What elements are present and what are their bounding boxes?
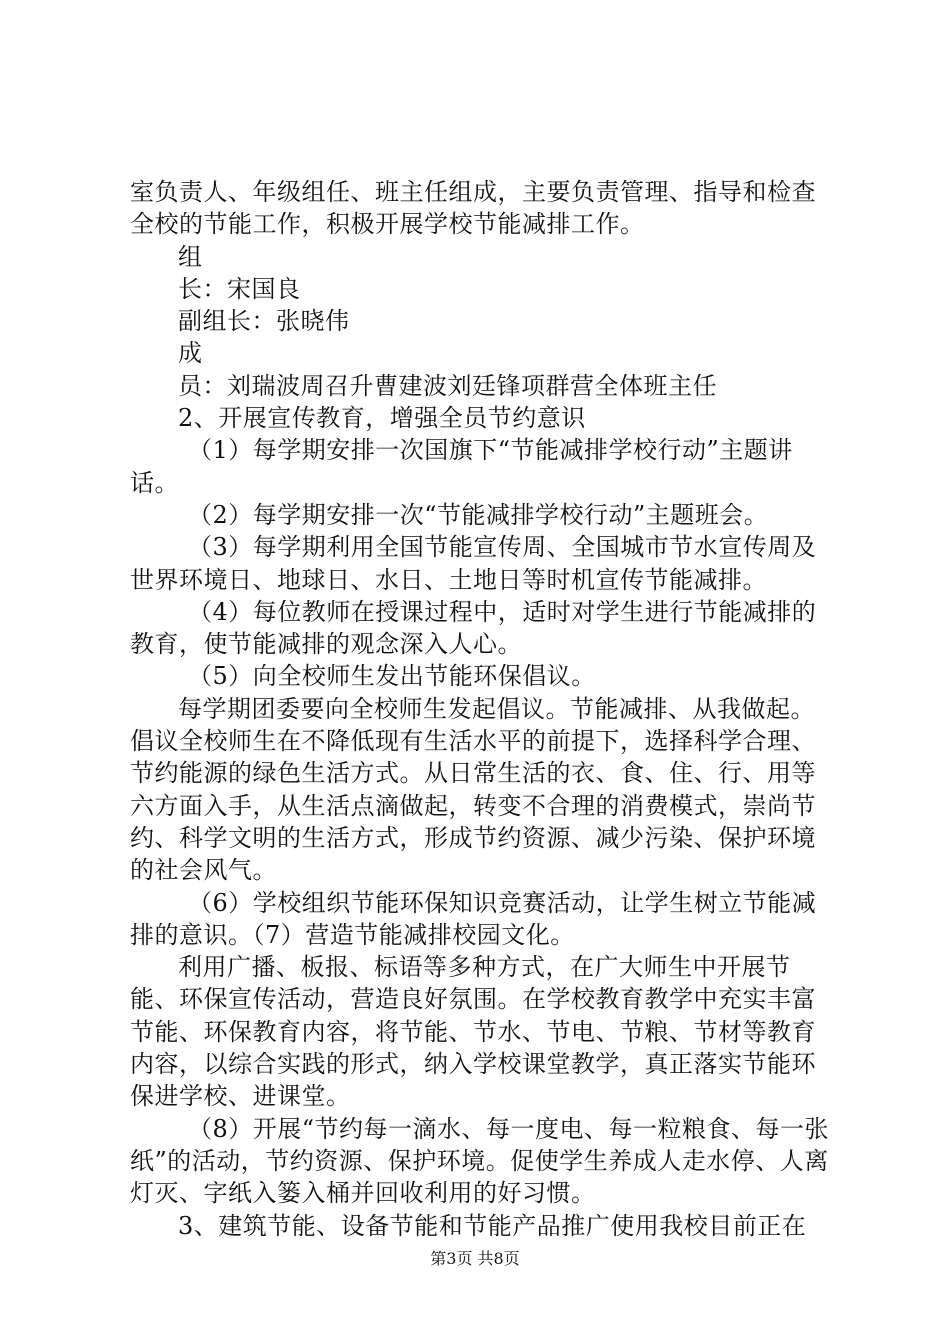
paragraph-12: （5）向全校师生发出节能环保倡议。	[188, 662, 596, 691]
paragraph-15: 利用广播、板报、标语等多种方式，在广大师生中开展节能、环保宣传活动，营造良好氛围。在学校教育教学中充实丰富节能、环保教育内容，将节能、节水、节电、节粮、节材等教育内容，以综合实践的形式，纳入学校课堂教学，真正落实节能环保进学校、进课堂。	[130, 953, 816, 1111]
paragraph-17: 3、建筑节能、设备节能和节能产品推广使用我校目前正在	[178, 1211, 807, 1240]
paragraph-5: 成	[178, 339, 203, 368]
paragraph-2: 组	[178, 242, 203, 271]
paragraph-11: （4）每位教师在授课过程中，适时对学生进行节能减排的教育，使节能减排的观念深入人心。	[130, 597, 817, 659]
paragraph-13: 每学期团委要向全校师生发起倡议。节能减排、从我做起。倡议全校师生在不降低现有生活水平的前提下，选择科学合理、节约能源的绿色生活方式。从日常生活的衣、食、住、行、用等六方面入手，从生活点滴做起，转变不合理的消费模式，崇尚节约、科学文明的生活方式，形成节约资源、减少污染、保护环境的社会风气。	[130, 694, 816, 885]
paragraph-4: 副组长：张晓伟	[178, 307, 350, 336]
paragraph-14: （6）学校组织节能环保知识竞赛活动，让学生树立节能减排的意识。（7）营造节能减排校园文化。	[130, 888, 817, 949]
document-body	[130, 176, 830, 1242]
paragraph-7: 2、开展宣传教育，增强全员节约意识	[178, 404, 586, 433]
paragraph-1: 室负责人、年级组任、班主任组成，主要负责管理、指导和检查全校的节能工作，积极开展学校节能减排工作。	[130, 178, 816, 239]
paragraph-10: （3）每学期利用全国节能宣传周、全国城市节水宣传周及世界环境日、地球日、水日、土地日等时机宣传节能减排。	[130, 533, 817, 594]
paragraph-9: （2）每学期安排一次“节能减排学校行动”主题班会。	[188, 500, 769, 529]
paragraph-6: 员：刘瑞波周召升曹建波刘廷锋项群营全体班主任	[178, 371, 717, 400]
paragraph-8: （1）每学期安排一次国旗下“节能减排学校行动”主题讲话。	[130, 436, 793, 497]
paragraph-16: （8）开展“节约每一滴水、每一度电、每一粒粮食、每一张纸”的活动，节约资源、保护环境。促使学生养成人走水停、人离灯灭、字纸入篓入桶并回收利用的好习惯。	[130, 1114, 830, 1208]
page-footer: 第3页 共8页	[430, 1249, 520, 1268]
paragraph-3: 长：宋国良	[178, 274, 301, 303]
